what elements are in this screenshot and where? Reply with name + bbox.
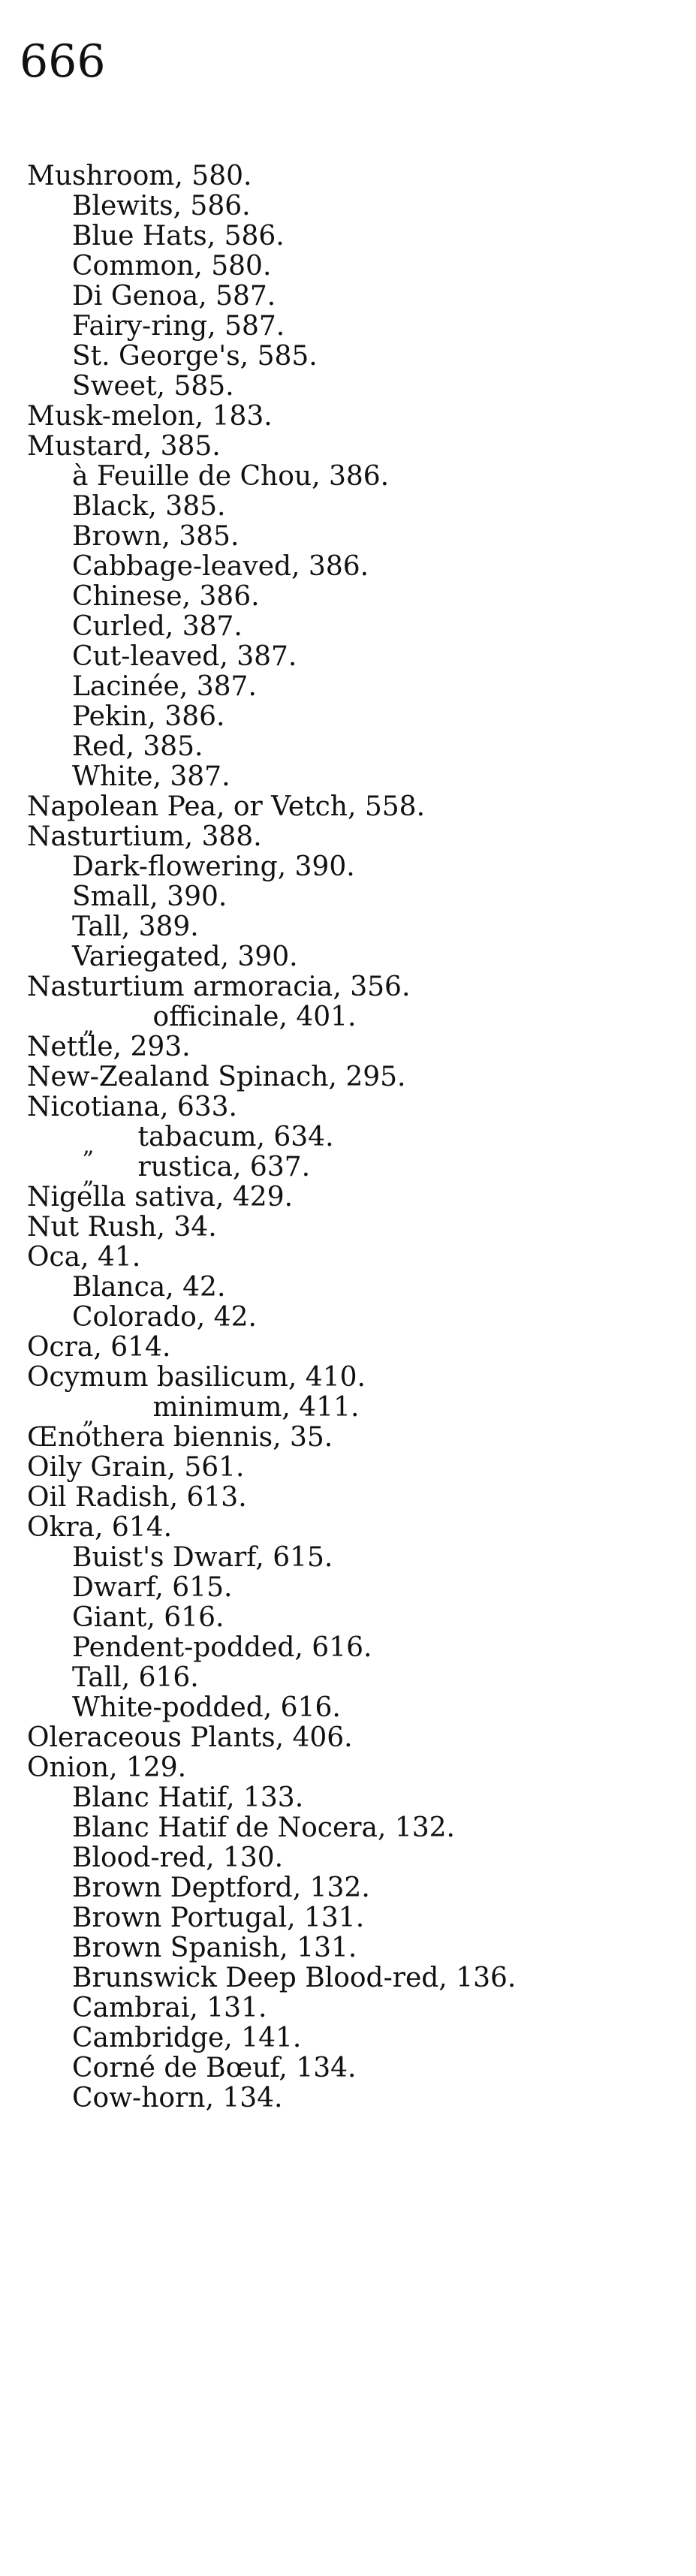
index-subentry: Pendent-podded, 616. [72, 1632, 372, 1663]
index-subentry: Cabbage-leaved, 386. [72, 551, 369, 582]
index-subentry-text: officinale, 401. [152, 1002, 357, 1032]
index-subentry: Sweet, 585. [72, 371, 234, 402]
index-subentry: Buist's Dwarf, 615. [72, 1542, 333, 1573]
index-subentry: Blanc Hatif, 133. [72, 1782, 304, 1813]
index-subentry: Cow-horn, 134. [72, 2083, 283, 2114]
index-subentry: Tall, 616. [72, 1662, 199, 1693]
index-subentry [0, 1002, 696, 1039]
index-subentry: Black, 385. [72, 491, 226, 522]
index-subentry: Colorado, 42. [72, 1302, 257, 1333]
index-subentry: White, 387. [72, 761, 230, 792]
index-subentry: White-podded, 616. [72, 1692, 341, 1723]
index-subentry: Lacinée, 387. [72, 671, 257, 702]
ditto-mark: „ [83, 1013, 95, 1039]
index-list [0, 161, 696, 2114]
index-subentry: Variegated, 390. [72, 942, 298, 972]
index-subentry: Corné de Bœuf, 134. [72, 2053, 357, 2083]
index-subentry: Chinese, 386. [72, 581, 260, 612]
index-subentry: Pekin, 386. [72, 701, 225, 732]
index-entry: Nasturtium armoracia, 356. [27, 972, 411, 1002]
index-subentry [0, 1122, 696, 1159]
index-subentry: Common, 580. [72, 251, 272, 282]
index-subentry: Dwarf, 615. [72, 1572, 233, 1603]
index-entry: Onion, 129. [27, 1752, 187, 1783]
index-entry: Okra, 614. [27, 1512, 173, 1543]
index-entry: Nicotiana, 633. [27, 1092, 237, 1122]
index-subentry: Red, 385. [72, 731, 203, 762]
index-subentry: Dark-flowering, 390. [72, 851, 355, 882]
index-subentry: Blue Hats, 586. [72, 221, 285, 252]
index-entry: Oily Grain, 561. [27, 1452, 245, 1483]
index-entry: Nasturtium, 388. [27, 821, 262, 852]
index-subentry: Blood-red, 130. [72, 1842, 284, 1873]
index-subentry: Cut-leaved, 387. [72, 641, 297, 672]
index-entry: New-Zealand Spinach, 295. [27, 1062, 406, 1092]
index-subentry: Brown, 385. [72, 521, 240, 552]
ditto-mark: „ [83, 1403, 95, 1430]
index-subentry: Tall, 389. [72, 911, 199, 942]
index-subentry: Blewits, 586. [72, 191, 251, 221]
index-subentry-text: rustica, 637. [137, 1152, 311, 1183]
index-entry: Nigella sativa, 429. [27, 1182, 294, 1213]
index-subentry: Blanca, 42. [72, 1272, 226, 1303]
index-entry: Musk-melon, 183. [27, 401, 273, 432]
index-subentry: Brown Portugal, 131. [72, 1903, 365, 1933]
index-entry: Oca, 41. [27, 1242, 141, 1273]
ditto-mark: „ [83, 1163, 95, 1189]
index-subentry: Small, 390. [72, 881, 227, 912]
index-subentry: Brown Spanish, 131. [72, 1933, 357, 1963]
index-entry: Oil Radish, 613. [27, 1482, 247, 1513]
index-entry: Ocymum basilicum, 410. [27, 1362, 366, 1393]
ditto-mark: „ [83, 1133, 95, 1159]
index-subentry: Fairy-ring, 587. [72, 311, 285, 342]
index-entry: Mushroom, 580. [27, 161, 252, 191]
index-subentry: St. George's, 585. [72, 341, 318, 372]
index-subentry [0, 1152, 696, 1189]
index-subentry: Brown Deptford, 132. [72, 1872, 370, 1903]
index-subentry-text: tabacum, 634. [137, 1122, 334, 1152]
page-number: 666 [20, 35, 106, 88]
index-entry: Oleraceous Plants, 406. [27, 1722, 353, 1753]
index-entry: Napolean Pea, or Vetch, 558. [27, 791, 426, 822]
index-entry: Mustard, 385. [27, 431, 221, 462]
index-subentry: Cambridge, 141. [72, 2023, 302, 2053]
index-subentry: Cambrai, 131. [72, 1993, 267, 2023]
index-subentry: Curled, 387. [72, 611, 243, 642]
index-subentry: Brunswick Deep Blood-red, 136. [72, 1963, 517, 1993]
index-entry: Œnothera biennis, 35. [27, 1422, 333, 1453]
index-subentry-text: minimum, 411. [152, 1392, 360, 1423]
index-subentry: Blanc Hatif de Nocera, 132. [72, 1812, 455, 1843]
index-subentry: à Feuille de Chou, 386. [72, 461, 390, 492]
index-subentry [0, 1392, 696, 1430]
index-entry: Nut Rush, 34. [27, 1212, 217, 1243]
index-entry: Ocra, 614. [27, 1332, 171, 1363]
index-subentry: Giant, 616. [72, 1602, 224, 1633]
index-subentry: Di Genoa, 587. [72, 281, 276, 312]
index-entry: Nettle, 293. [27, 1032, 191, 1062]
